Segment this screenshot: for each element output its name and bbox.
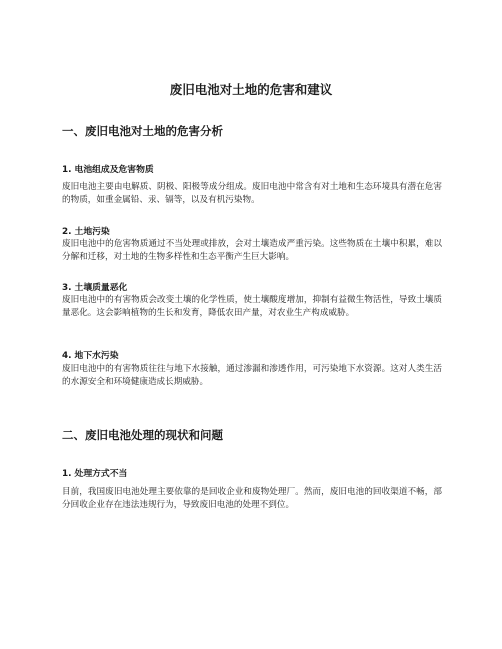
subheading-battery-composition: 1. 电池组成及危害物质 bbox=[62, 165, 154, 175]
section-heading-hazards: 一、废旧电池对土地的危害分析 bbox=[62, 124, 223, 138]
section-heading-status-problems: 二、废旧电池处理的现状和问题 bbox=[62, 428, 223, 442]
subheading-land-pollution: 2. 土地污染 bbox=[62, 227, 110, 237]
subheading-soil-quality: 3. 土壤质量恶化 bbox=[62, 283, 128, 293]
paragraph-land-pollution: 废旧电池中的危害物质通过不当处理或排放，会对土壤造成严重污染。这些物质在土壤中积累，难以分解和迁移，对土地的生物多样性和生态平衡产生巨大影响。 bbox=[62, 239, 442, 262]
paragraph-improper-handling: 目前，我国废旧电池处理主要依靠的是回收企业和废物处理厂。然而，废旧电池的回收渠道不畅，部分回收企业存在违法违规行为，导致废旧电池的处理不到位。 bbox=[62, 487, 442, 510]
subheading-groundwater-pollution: 4. 地下水污染 bbox=[62, 351, 119, 361]
document-title: 废旧电池对土地的危害和建议 bbox=[169, 82, 333, 97]
paragraph-battery-composition: 废旧电池主要由电解质、阴极、阳极等成分组成。废旧电池中常含有对土地和生态环境具有潜在危害的物质，如重金属铅、汞、镉等，以及有机污染物。 bbox=[62, 182, 442, 205]
paragraph-soil-quality: 废旧电池中的有害物质会改变土壤的化学性质，使土壤酸度增加，抑制有益微生物活性，导致土壤质量恶化。这会影响植物的生长和发育，降低农田产量，对农业生产构成威胁。 bbox=[62, 295, 442, 318]
paragraph-groundwater-pollution: 废旧电池中的有害物质往往与地下水接触，通过渗漏和渗透作用，可污染地下水资源。这对人类生活的水源安全和环境健康造成长期威胁。 bbox=[62, 364, 442, 387]
subheading-improper-handling: 1. 处理方式不当 bbox=[62, 469, 128, 479]
